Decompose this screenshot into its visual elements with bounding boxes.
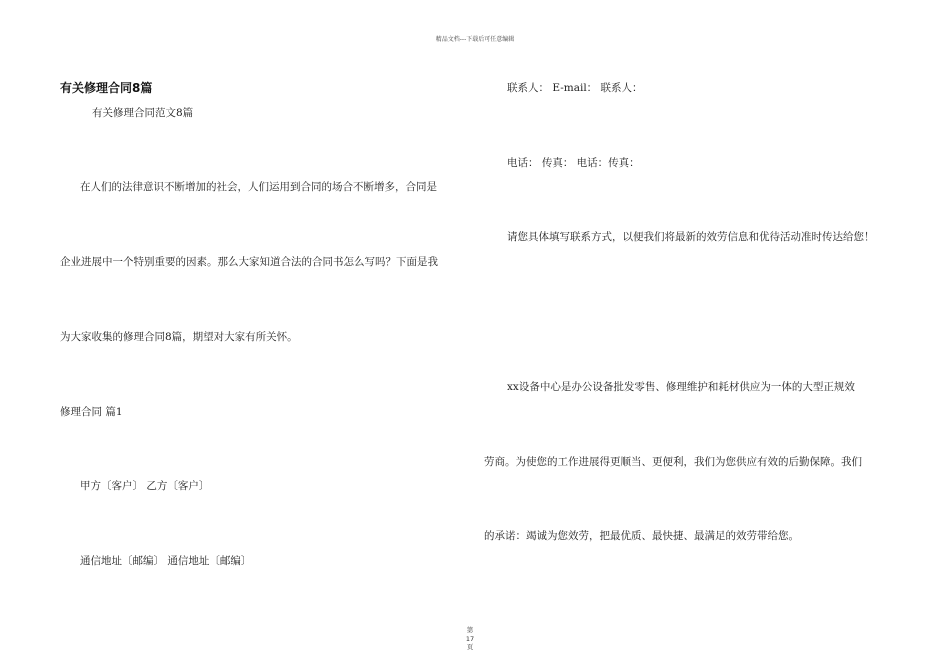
page-number-suffix: 页 — [466, 643, 474, 651]
section-heading: 修理合同 篇1 — [60, 406, 123, 418]
page-number-prefix: 第 — [466, 626, 474, 634]
contacts-line: 联系人： E-mail： 联系人： — [507, 82, 643, 94]
page-header: 精品文档---下载后可任意编辑 — [435, 36, 515, 43]
document-subtitle: 有关修理合同范文8篇 — [92, 107, 194, 119]
company-intro-line-1: xx设备中心是办公设备批发零售、修理维护和耗材供应为一体的大型正规效 — [507, 381, 855, 393]
parties-line: 甲方〔客户〕 乙方〔客户〕 — [80, 480, 210, 492]
address-line: 通信地址〔邮编〕 通信地址〔邮编〕 — [80, 555, 252, 567]
intro-paragraph-line-3: 为大家收集的修理合同8篇，期望对大家有所关怀。 — [60, 331, 298, 343]
phones-line: 电话： 传真： 电话：传真： — [507, 157, 640, 169]
intro-paragraph-line-1: 在人们的法律意识不断增加的社会，人们运用到合同的场合不断增多，合同是 — [80, 181, 437, 193]
document-title: 有关修理合同8篇 — [60, 81, 153, 95]
company-intro-line-2: 劳商。为使您的工作进展得更顺当、更便利，我们为您供应有效的后勤保障。我们 — [484, 456, 862, 468]
page-number — [455, 626, 485, 652]
page-number-value: 17 — [465, 634, 475, 643]
company-intro-line-3: 的承诺：竭诚为您效劳，把最优质、最快捷、最满足的效劳带给您。 — [484, 530, 799, 542]
intro-paragraph-line-2: 企业进展中一个特别重要的因素。那么大家知道合法的合同书怎么写吗？下面是我 — [60, 256, 438, 268]
request-line: 请您具体填写联系方式，以便我们将最新的效劳信息和优待活动准时传达给您！ — [507, 231, 875, 243]
